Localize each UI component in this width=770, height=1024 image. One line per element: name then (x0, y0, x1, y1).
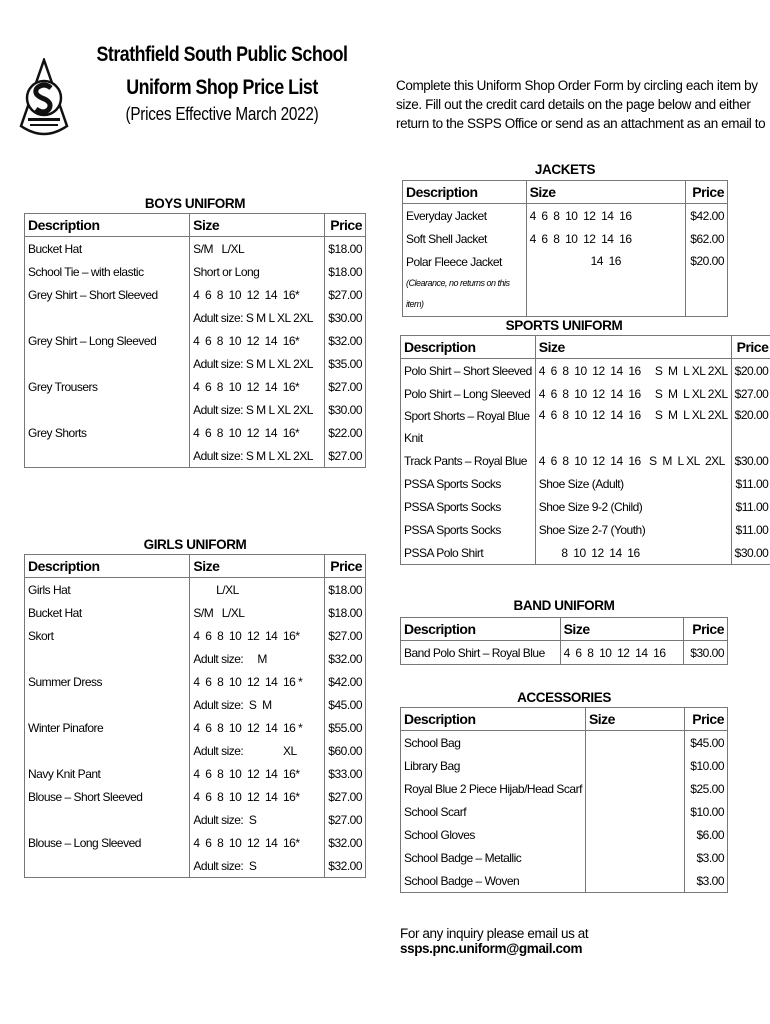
item-size: Adult size: S M L XL 2XL (190, 352, 325, 375)
item-size: S/M L/XL (190, 601, 325, 624)
item-price: $27.00 (325, 444, 366, 468)
sports-title: SPORTS UNIFORM (505, 318, 623, 333)
item-description (401, 405, 536, 449)
item-name: Skort (28, 628, 54, 643)
item-name: School Scarf (404, 804, 467, 819)
item-price: $18.00 (325, 601, 366, 624)
item-price: $30.00 (325, 398, 366, 421)
item-size: 4 6 8 10 12 14 16 S M L XL 2XL (535, 382, 731, 405)
item-name: Library Bag (404, 758, 460, 773)
item-price: $30.00 (684, 641, 728, 665)
intro-text: Complete this Uniform Shop Order Form by circling each item by size. Fill out the credit card details on the page below and either return to the SSPS Office or send as an attachment as an email to (396, 78, 766, 131)
footer-text: For any inquiry please email us at (400, 926, 589, 941)
item-price: $10.00 (684, 754, 727, 777)
item-description (401, 823, 586, 846)
item-description (401, 382, 536, 405)
item-name: Soft Shell Jacket (406, 231, 487, 246)
item-price: $27.00 (325, 808, 366, 831)
item-description (25, 601, 190, 624)
item-name-cont: Knit (404, 431, 423, 445)
item-name: Bucket Hat (28, 605, 82, 620)
item-price: $3.00 (684, 846, 727, 869)
table-row (401, 405, 770, 449)
item-size (585, 823, 684, 846)
item-size: Adult size: XL (190, 739, 325, 762)
item-size: Adult size: S M L XL 2XL (190, 444, 325, 468)
item-size: 4 6 8 10 12 14 16 (560, 641, 684, 665)
item-size: 14 16 (526, 250, 685, 317)
item-price: $11.00 (731, 518, 770, 541)
item-description (25, 808, 190, 831)
table-row (403, 227, 728, 250)
item-name: Everyday Jacket (406, 208, 487, 223)
item-name: PSSA Sports Socks (404, 522, 501, 537)
item-description (403, 227, 527, 250)
item-description (401, 869, 586, 893)
item-name: Polar Fleece Jacket (406, 255, 502, 269)
item-description (401, 495, 536, 518)
table-row (401, 777, 728, 800)
item-size: Adult size: S (190, 808, 325, 831)
item-name: PSSA Sports Socks (404, 476, 501, 491)
col-size: Size (190, 555, 325, 578)
item-price: $30.00 (731, 541, 770, 565)
item-price: $33.00 (325, 762, 366, 785)
item-price: $27.00 (325, 375, 366, 398)
item-size (585, 754, 684, 777)
table-row (25, 306, 366, 329)
footer (400, 926, 770, 956)
contact-email[interactable]: ssps.pnc.uniform@gmail.com (400, 941, 583, 956)
item-description (25, 283, 190, 306)
table-row (25, 578, 366, 602)
col-price: Price (325, 214, 366, 237)
item-size: Shoe Size (Adult) (535, 472, 731, 495)
col-size: Size (190, 214, 325, 237)
col-description: Description (25, 214, 190, 237)
item-description (25, 762, 190, 785)
item-price: $6.00 (684, 823, 727, 846)
item-price: $32.00 (325, 647, 366, 670)
item-size: 4 6 8 10 12 14 16 * (190, 716, 325, 739)
school-logo (18, 58, 70, 142)
item-price: $20.00 (686, 250, 728, 317)
item-price: $42.00 (325, 670, 366, 693)
boys-title: BOYS UNIFORM (144, 196, 246, 211)
item-size (585, 777, 684, 800)
item-price: $18.00 (325, 260, 366, 283)
girls-table (24, 554, 366, 878)
item-size: 4 6 8 10 12 14 16 * (190, 670, 325, 693)
item-price: $20.00 (731, 405, 770, 449)
item-description (25, 716, 190, 739)
price-list-title: Uniform Shop Price List (126, 76, 318, 99)
item-size: 4 6 8 10 12 14 16* (190, 421, 325, 444)
col-size: Size (526, 181, 685, 204)
item-size: Adult size: S M L XL 2XL (190, 306, 325, 329)
item-price: $11.00 (731, 472, 770, 495)
table-row (401, 495, 770, 518)
item-description (401, 641, 561, 665)
item-description (25, 375, 190, 398)
item-name: Girls Hat (28, 582, 71, 597)
col-price: Price (686, 181, 728, 204)
item-size: 4 6 8 10 12 14 16* (190, 785, 325, 808)
girls-title: GIRLS UNIFORM (143, 537, 247, 552)
item-price: $30.00 (731, 449, 770, 472)
item-price: $18.00 (325, 578, 366, 602)
col-size: Size (585, 708, 684, 731)
item-description (25, 260, 190, 283)
item-size (585, 846, 684, 869)
table-row (25, 647, 366, 670)
item-name: Grey Shirt – Long Sleeved (28, 333, 157, 348)
item-description (403, 250, 527, 317)
item-description (401, 518, 536, 541)
item-size: Shoe Size 2-7 (Youth) (535, 518, 731, 541)
table-row (401, 800, 728, 823)
table-row (25, 854, 366, 878)
item-price: $35.00 (325, 352, 366, 375)
item-name: School Badge – Metallic (404, 850, 522, 865)
col-description: Description (403, 181, 527, 204)
table-row (25, 329, 366, 352)
col-price: Price (684, 708, 727, 731)
band-title: BAND UNIFORM (513, 598, 615, 613)
item-price: $32.00 (325, 329, 366, 352)
item-size: Adult size: S (190, 854, 325, 878)
table-row (401, 731, 728, 755)
table-row (25, 670, 366, 693)
item-size: 4 6 8 10 12 14 16* (190, 375, 325, 398)
table-row (401, 823, 728, 846)
accessories-title: ACCESSORIES (517, 690, 611, 705)
item-price: $20.00 (731, 359, 770, 383)
item-description (25, 578, 190, 602)
item-description (25, 329, 190, 352)
item-size: S/M L/XL (190, 237, 325, 261)
table-row (25, 444, 366, 468)
item-size: Adult size: S M (190, 693, 325, 716)
item-description (25, 237, 190, 261)
table-row (401, 472, 770, 495)
item-price: $27.00 (731, 382, 770, 405)
item-price: $11.00 (731, 495, 770, 518)
table-row (401, 641, 728, 665)
item-description (25, 693, 190, 716)
item-description (25, 739, 190, 762)
table-row (25, 785, 366, 808)
table-row (25, 237, 366, 261)
item-size (585, 731, 684, 755)
item-price: $45.00 (325, 693, 366, 716)
item-size: Adult size: M (190, 647, 325, 670)
item-size: 4 6 8 10 12 14 16 S M L XL 2XL (535, 359, 731, 383)
table-row (25, 808, 366, 831)
item-price: $32.00 (325, 831, 366, 854)
col-size: Size (560, 618, 684, 641)
item-note: (Clearance, no returns on this item) (406, 278, 510, 309)
item-price: $27.00 (325, 785, 366, 808)
item-description (401, 449, 536, 472)
jackets-table (402, 180, 728, 317)
item-size: Shoe Size 9-2 (Child) (535, 495, 731, 518)
item-size: 4 6 8 10 12 14 16 (526, 227, 685, 250)
item-size: 4 6 8 10 12 14 16 S M L XL 2XL (535, 449, 731, 472)
item-price: $45.00 (684, 731, 727, 755)
item-price: $62.00 (686, 227, 728, 250)
item-description (25, 398, 190, 421)
col-description: Description (25, 555, 190, 578)
table-row (401, 382, 770, 405)
table-row (401, 754, 728, 777)
item-price: $55.00 (325, 716, 366, 739)
item-name: Navy Knit Pant (28, 766, 101, 781)
item-size: 4 6 8 10 12 14 16* (190, 329, 325, 352)
item-size: L/XL (190, 578, 325, 602)
item-price: $27.00 (325, 624, 366, 647)
item-name: School Gloves (404, 827, 475, 842)
item-name: Grey Trousers (28, 379, 98, 394)
table-row (401, 869, 728, 893)
item-price: $42.00 (686, 204, 728, 228)
item-price: $3.00 (684, 869, 727, 893)
item-description (403, 204, 527, 228)
item-description (401, 777, 586, 800)
table-row (401, 846, 728, 869)
item-price: $27.00 (325, 283, 366, 306)
item-size: 4 6 8 10 12 14 16* (190, 283, 325, 306)
table-row (25, 283, 366, 306)
item-size (585, 869, 684, 893)
item-size: 4 6 8 10 12 14 16 (526, 204, 685, 228)
band-table (400, 617, 728, 665)
item-size: Short or Long (190, 260, 325, 283)
item-name: Royal Blue 2 Piece Hijab/Head Scarf (404, 781, 582, 796)
item-price: $18.00 (325, 237, 366, 261)
item-size (585, 800, 684, 823)
boys-table (24, 213, 366, 468)
item-description (25, 352, 190, 375)
item-description (401, 541, 536, 565)
table-row (25, 601, 366, 624)
table-row (25, 693, 366, 716)
item-name: Sport Shorts – Royal Blue (404, 409, 530, 423)
item-size: 4 6 8 10 12 14 16 S M L XL 2XL (535, 405, 731, 449)
table-row (25, 831, 366, 854)
item-description (401, 754, 586, 777)
item-size: Adult size: S M L XL 2XL (190, 398, 325, 421)
item-description (25, 444, 190, 468)
item-name: Grey Shirt – Short Sleeved (28, 287, 158, 302)
table-row (25, 716, 366, 739)
col-price: Price (731, 336, 770, 359)
item-description (25, 831, 190, 854)
item-name: Summer Dress (28, 674, 103, 689)
item-name: Band Polo Shirt – Royal Blue (404, 645, 545, 660)
item-price: $25.00 (684, 777, 727, 800)
table-row (401, 449, 770, 472)
accessories-table (400, 707, 728, 893)
item-description (401, 731, 586, 755)
item-price: $10.00 (684, 800, 727, 823)
item-name: PSSA Sports Socks (404, 499, 501, 514)
item-description (25, 670, 190, 693)
item-price: $30.00 (325, 306, 366, 329)
item-description (25, 785, 190, 808)
item-price: $32.00 (325, 854, 366, 878)
table-row (25, 260, 366, 283)
item-price: $60.00 (325, 739, 366, 762)
table-row (401, 518, 770, 541)
item-description (25, 306, 190, 329)
table-row (25, 624, 366, 647)
item-name: PSSA Polo Shirt (404, 545, 484, 560)
col-description: Description (401, 336, 536, 359)
col-price: Price (684, 618, 728, 641)
jackets-title: JACKETS (534, 162, 596, 177)
table-row (25, 739, 366, 762)
item-description (401, 359, 536, 383)
col-description: Description (401, 618, 561, 641)
effective-date: (Prices Effective March 2022) (125, 104, 319, 124)
item-description (25, 421, 190, 444)
item-name: School Badge – Woven (404, 873, 520, 888)
item-name: Blouse – Long Sleeved (28, 835, 141, 850)
table-row (403, 204, 728, 228)
school-name: Strathfield South Public School (96, 43, 348, 66)
item-name: Track Pants – Royal Blue (404, 453, 527, 468)
item-description (25, 854, 190, 878)
table-row (403, 250, 728, 317)
item-size: 4 6 8 10 12 14 16* (190, 762, 325, 785)
item-name: Winter Pinafore (28, 720, 104, 735)
item-size: 4 6 8 10 12 14 16* (190, 624, 325, 647)
item-description (401, 846, 586, 869)
item-description (401, 472, 536, 495)
table-row (401, 359, 770, 383)
item-description (25, 624, 190, 647)
table-row (25, 421, 366, 444)
item-size: 8 10 12 14 16 (535, 541, 731, 565)
sports-table (400, 335, 770, 565)
item-description (401, 800, 586, 823)
table-row (401, 541, 770, 565)
item-name: Blouse – Short Sleeved (28, 789, 143, 804)
col-price: Price (325, 555, 366, 578)
table-row (25, 762, 366, 785)
table-row (25, 375, 366, 398)
item-description (25, 647, 190, 670)
col-description: Description (401, 708, 586, 731)
item-name: Bucket Hat (28, 241, 82, 256)
item-price: $22.00 (325, 421, 366, 444)
col-size: Size (535, 336, 731, 359)
table-row (25, 398, 366, 421)
page-title (95, 38, 350, 104)
item-name: School Tie – with elastic (28, 264, 144, 279)
table-row (25, 352, 366, 375)
item-name: Polo Shirt – Long Sleeved (404, 386, 531, 401)
item-name: Polo Shirt – Short Sleeved (404, 363, 532, 378)
item-size: 4 6 8 10 12 14 16* (190, 831, 325, 854)
item-name: Grey Shorts (28, 425, 87, 440)
item-name: School Bag (404, 735, 461, 750)
